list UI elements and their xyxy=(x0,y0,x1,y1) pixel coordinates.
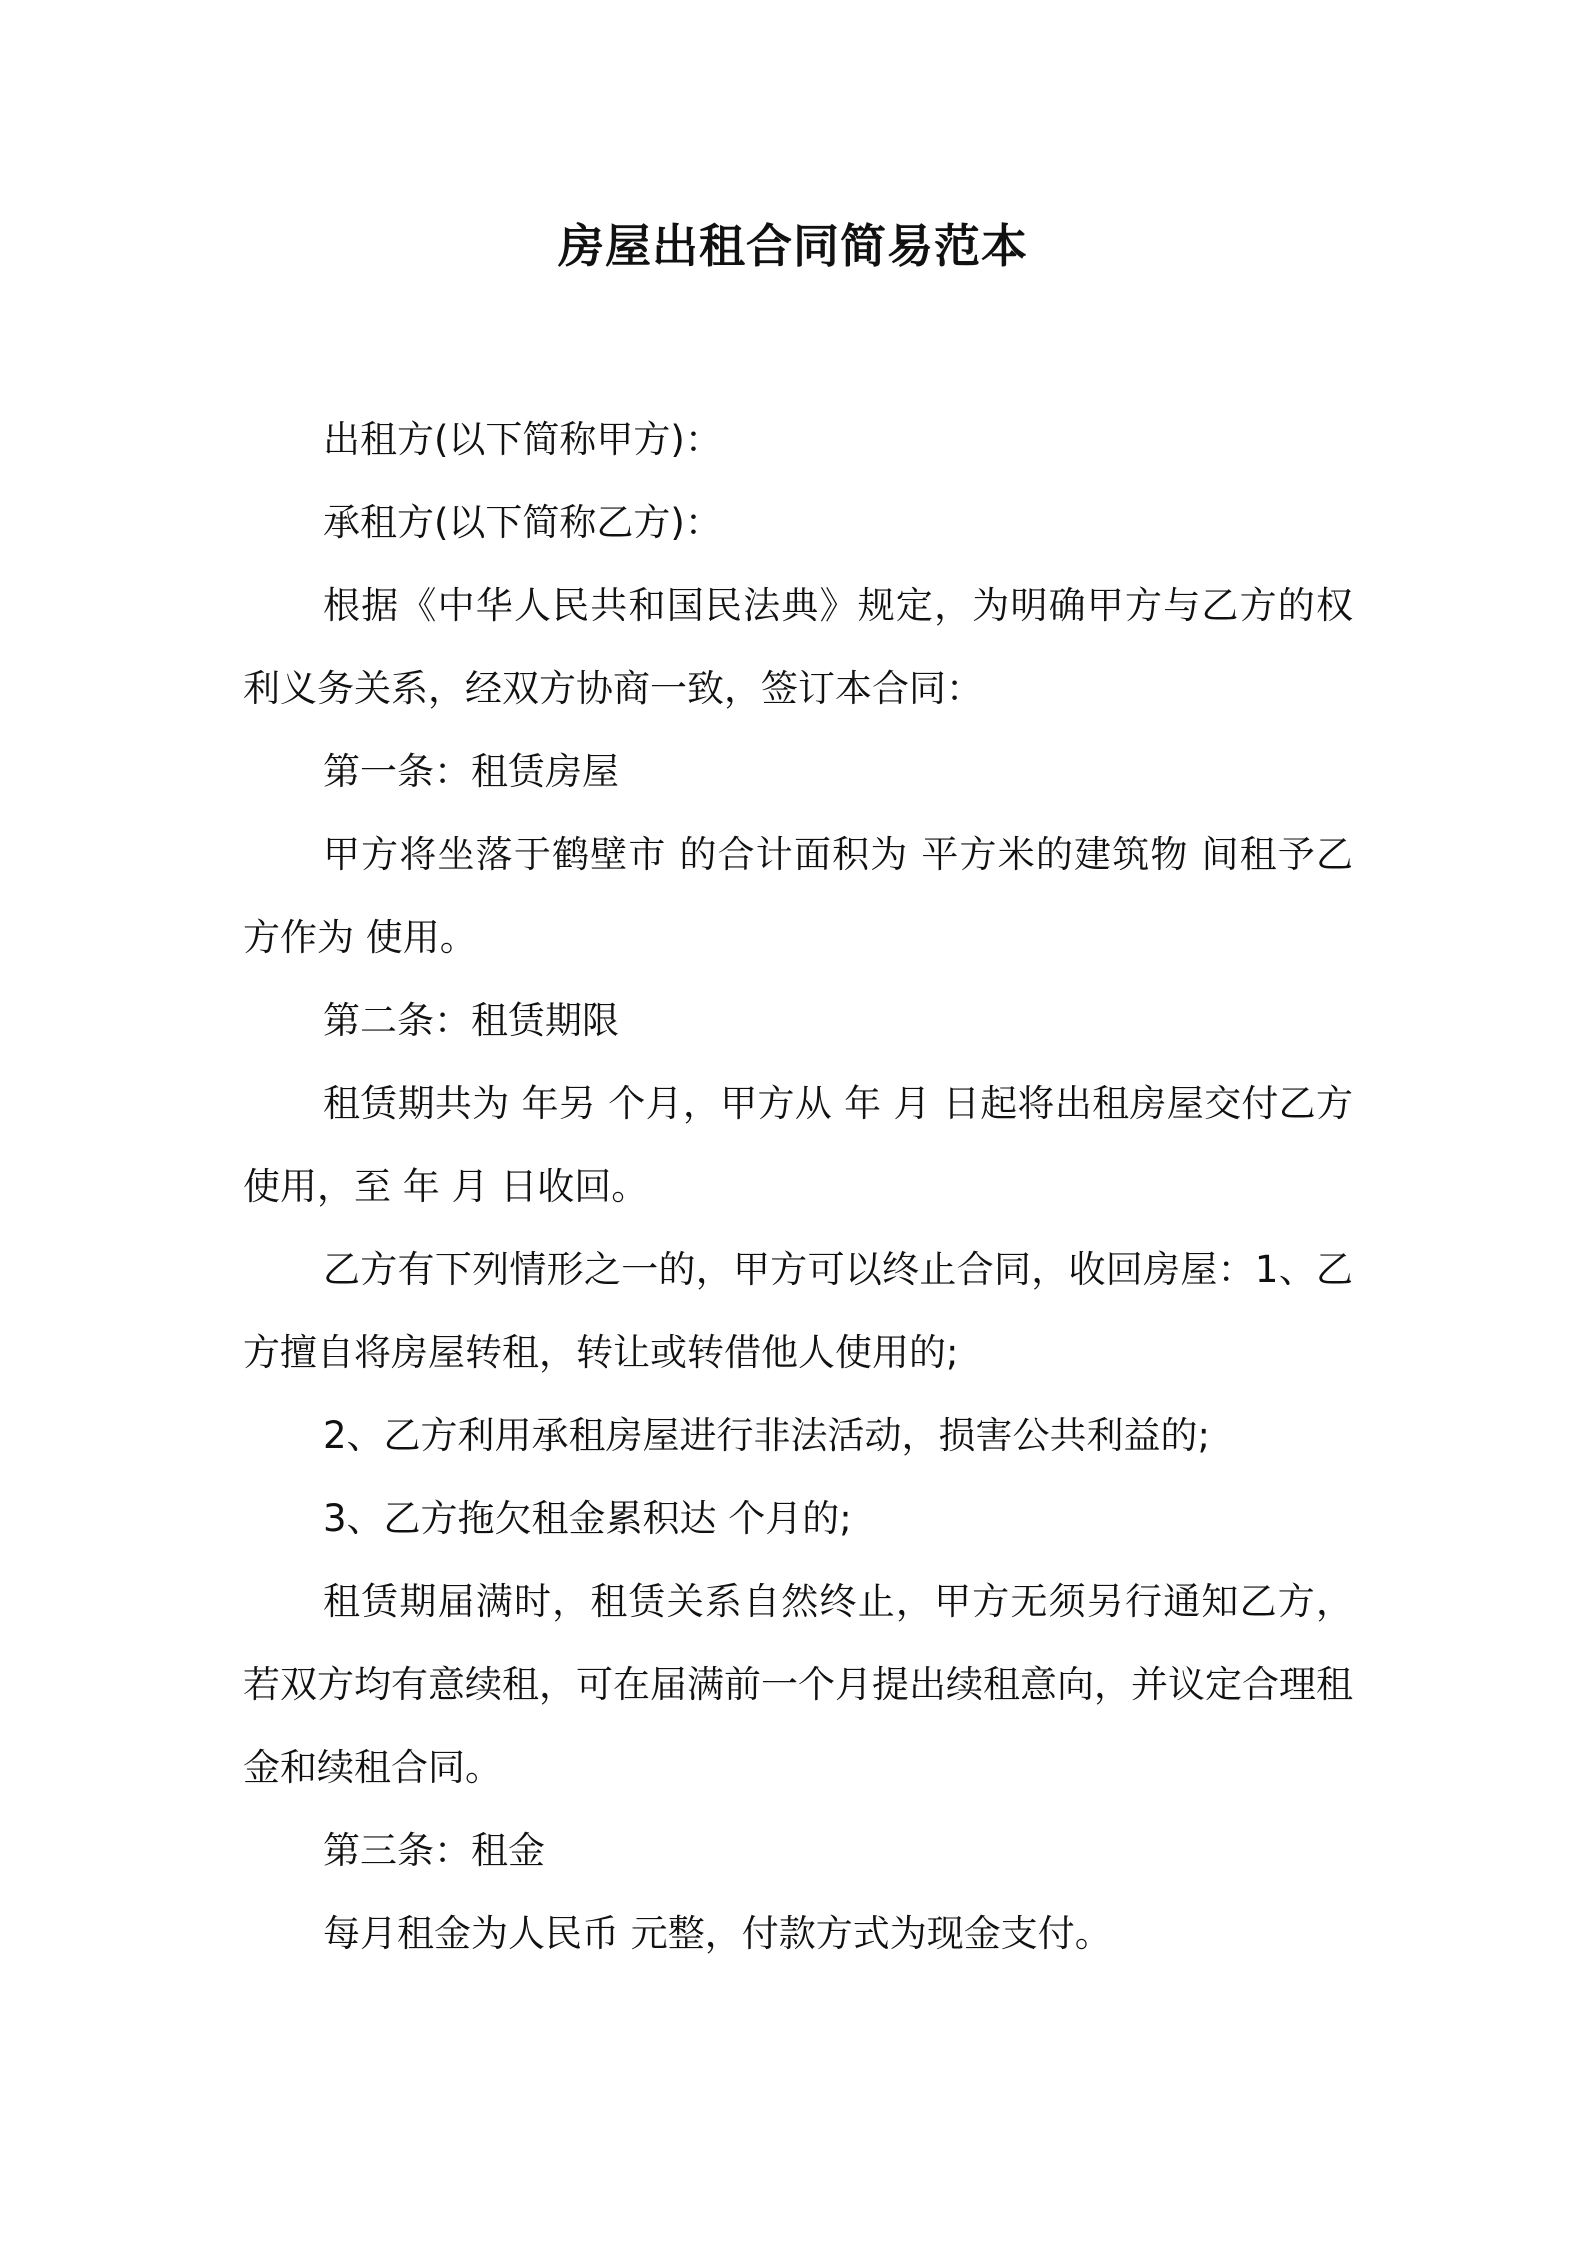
article-2-heading: 第二条：租赁期限 xyxy=(323,999,619,1042)
article-2-term-text: 租赁期共为 年另 个月，甲方从 年 月 日起将出租房屋交付乙方使用，至 年 月 日收回。 xyxy=(243,1082,1353,1208)
preamble-paragraph: 根据《中华人民共和国民法典》规定，为明确甲方与乙方的权利义务关系，经双方协商一致，签订本合同： xyxy=(243,584,1353,710)
document-title: 房屋出租合同简易范本 xyxy=(558,219,1028,273)
termination-clause-3: 3、乙方拖欠租金累积达 个月的; xyxy=(323,1497,852,1540)
article-1-heading: 第一条：租赁房屋 xyxy=(323,750,619,793)
document-body xyxy=(243,398,1353,1975)
renewal-paragraph: 租赁期届满时，租赁关系自然终止，甲方无须另行通知乙方，若双方均有意续租，可在届满前一个月提出续租意向，并议定合理租金和续租合同。 xyxy=(243,1580,1353,1789)
article-1-text: 甲方将坐落于鹤壁市 的合计面积为 平方米的建筑物 间租予乙方作为 使用。 xyxy=(243,833,1353,959)
lessor-line: 出租方(以下简称甲方)： xyxy=(323,418,722,461)
termination-clause-2: 2、乙方利用承租房屋进行非法活动，损害公共利益的; xyxy=(323,1414,1211,1457)
lessee-line: 承租方(以下简称乙方)： xyxy=(323,501,722,544)
rent-paragraph: 每月租金为人民币 元整，付款方式为现金支付。 xyxy=(323,1912,1112,1955)
article-3-heading: 第三条：租金 xyxy=(323,1829,545,1872)
termination-clause-1: 乙方有下列情形之一的，甲方可以终止合同，收回房屋：1、乙方擅自将房屋转租，转让或转借他人使用的; xyxy=(243,1248,1353,1374)
